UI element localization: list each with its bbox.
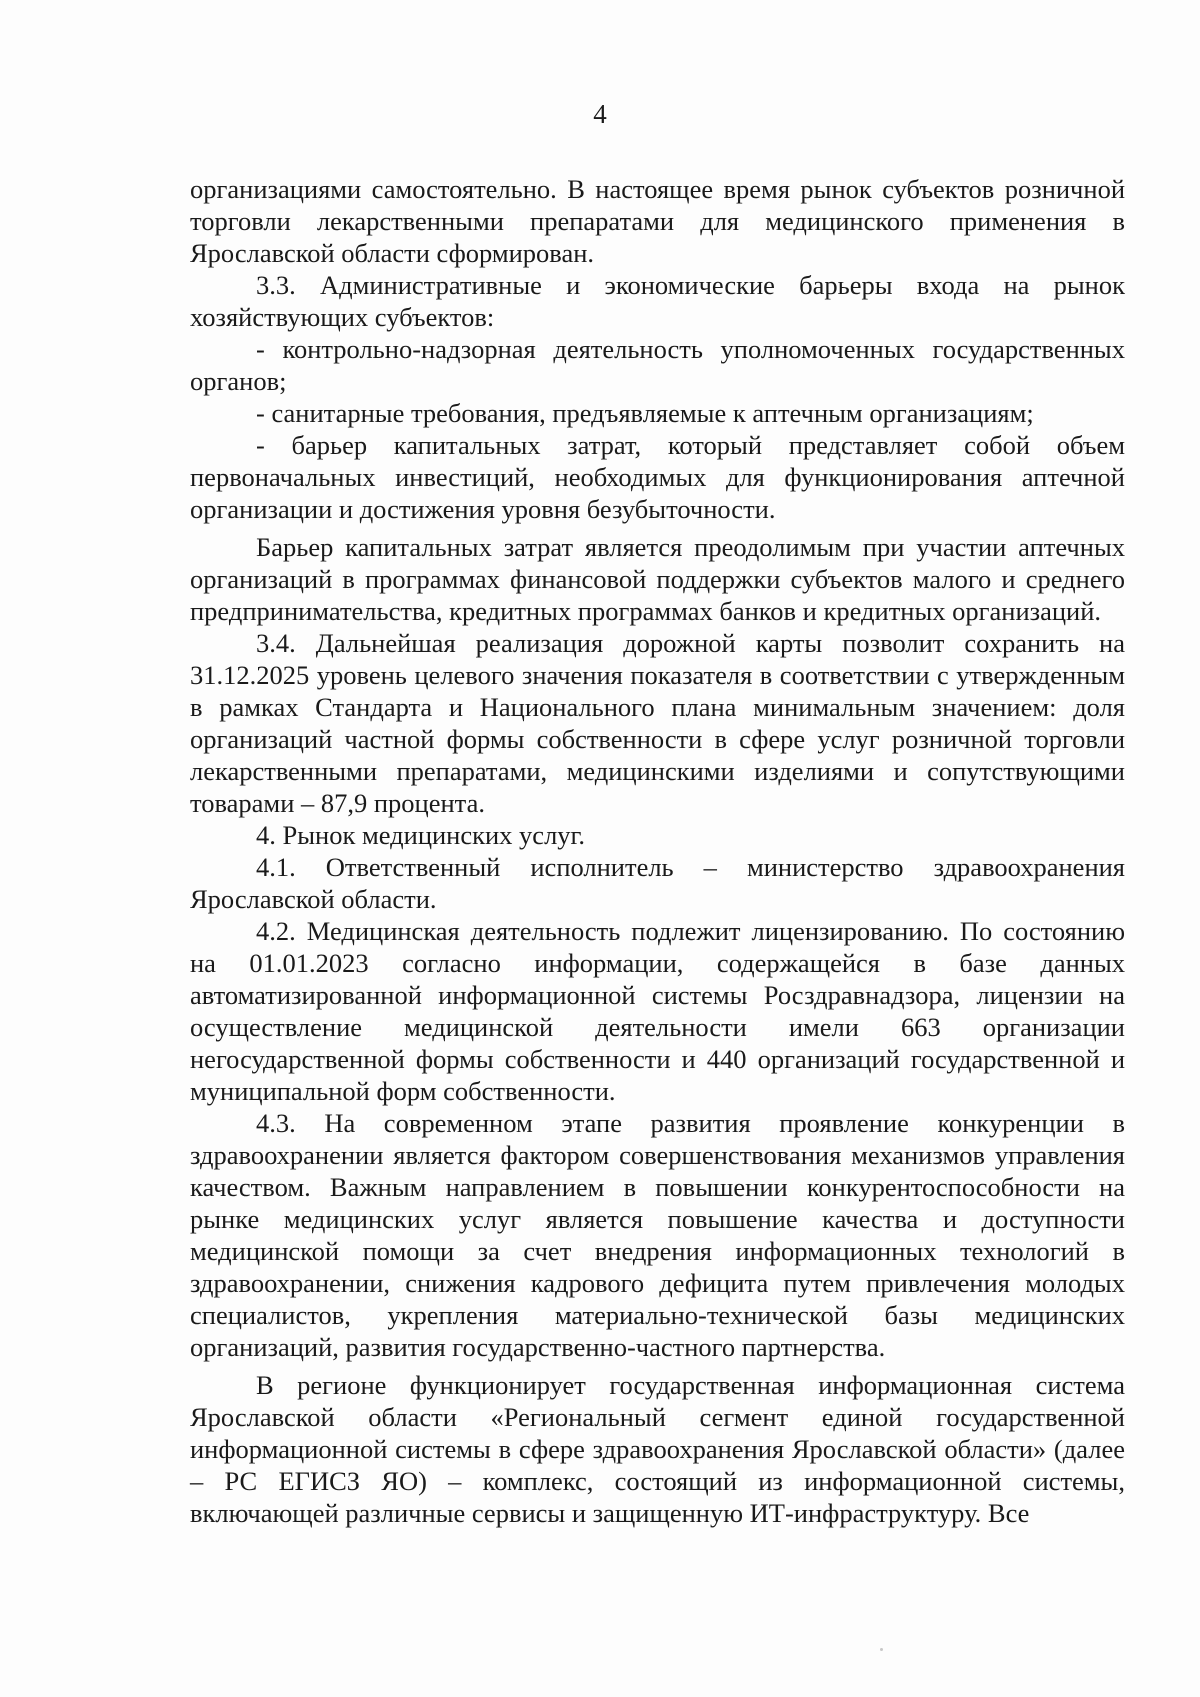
paragraph-3-3: 3.3. Административные и экономические барьеры входа на рынок хозяйствующих субъектов: — [190, 270, 1125, 332]
paragraph-capital-barrier: Барьер капитальных затрат является преодолимым при участии аптечных организаций в программах финансовой поддержки субъектов малого и среднего предпринимательства, кредитных программах банков и кредитных организаций. — [190, 532, 1125, 626]
paragraph-4-2: 4.2. Медицинская деятельность подлежит лицензированию. По состоянию на 01.01.2023 согласно информации, содержащейся в базе данных автоматизированной информационной системы Росздравнадзора, лицензии на осуществление медицинской деятельности имели 663 организации негосударственной формы собственности и 440 организаций государственной и муниципальной форм собственности. — [190, 916, 1125, 1106]
paragraph-4-3: 4.3. На современном этапе развития проявление конкуренции в здравоохранении является фактором совершенствования механизмов управления качеством. Важным направлением в повышении конкурентоспособности на рынке медицинских услуг является повышение качества и доступности медицинской помощи за счет внедрения информационных технологий в здравоохранении, снижения кадрового дефицита путем привлечения молодых специалистов, укрепления материально-технической базы медицинских организаций, развития государственно-частного партнерства. — [190, 1108, 1125, 1362]
section-heading-4: 4. Рынок медицинских услуг. — [256, 820, 586, 850]
paragraph-4-1: 4.1. Ответственный исполнитель – министерство здравоохранения Ярославской области. — [190, 852, 1125, 914]
page-number: 4 — [593, 99, 607, 129]
list-item-sanitary: - санитарные требования, предъявляемые к аптечным организациям; — [256, 398, 1034, 428]
list-item-control: - контрольно-надзорная деятельность уполномоченных государственных органов; — [190, 334, 1125, 396]
scan-speck — [880, 1648, 883, 1651]
paragraph-3-4: 3.4. Дальнейшая реализация дорожной карты позволит сохранить на 31.12.2025 уровень целевого значения показателя в соответствии с утвержденным в рамках Стандарта и Национального плана минимальным значением: доля организаций частной формы собственности в сфере услуг розничной торговли лекарственными препаратами, медицинскими изделиями и сопутствующими товарами – 87,9 процента. — [190, 628, 1125, 818]
body-text — [190, 173, 1125, 1529]
list-item-capital: - барьер капитальных затрат, который представляет собой объем первоначальных инвестиций, необходимых для функционирования аптечной организации и достижения уровня безубыточности. — [190, 430, 1125, 524]
paragraph-region-system: В регионе функционирует государственная информационная система Ярославской области «Региональный сегмент единой государственной информационной системы в сфере здравоохранения Ярославской области» (далее – РС ЕГИСЗ ЯО) – комплекс, состоящий из информационной системы, включающей различные сервисы и защищенную ИТ-инфраструктуру. Все — [190, 1370, 1125, 1528]
paragraph-continuation: организациями самостоятельно. В настоящее время рынок субъектов розничной торговли лекарственными препаратами для медицинского применения в Ярославской области сформирован. — [190, 174, 1125, 268]
